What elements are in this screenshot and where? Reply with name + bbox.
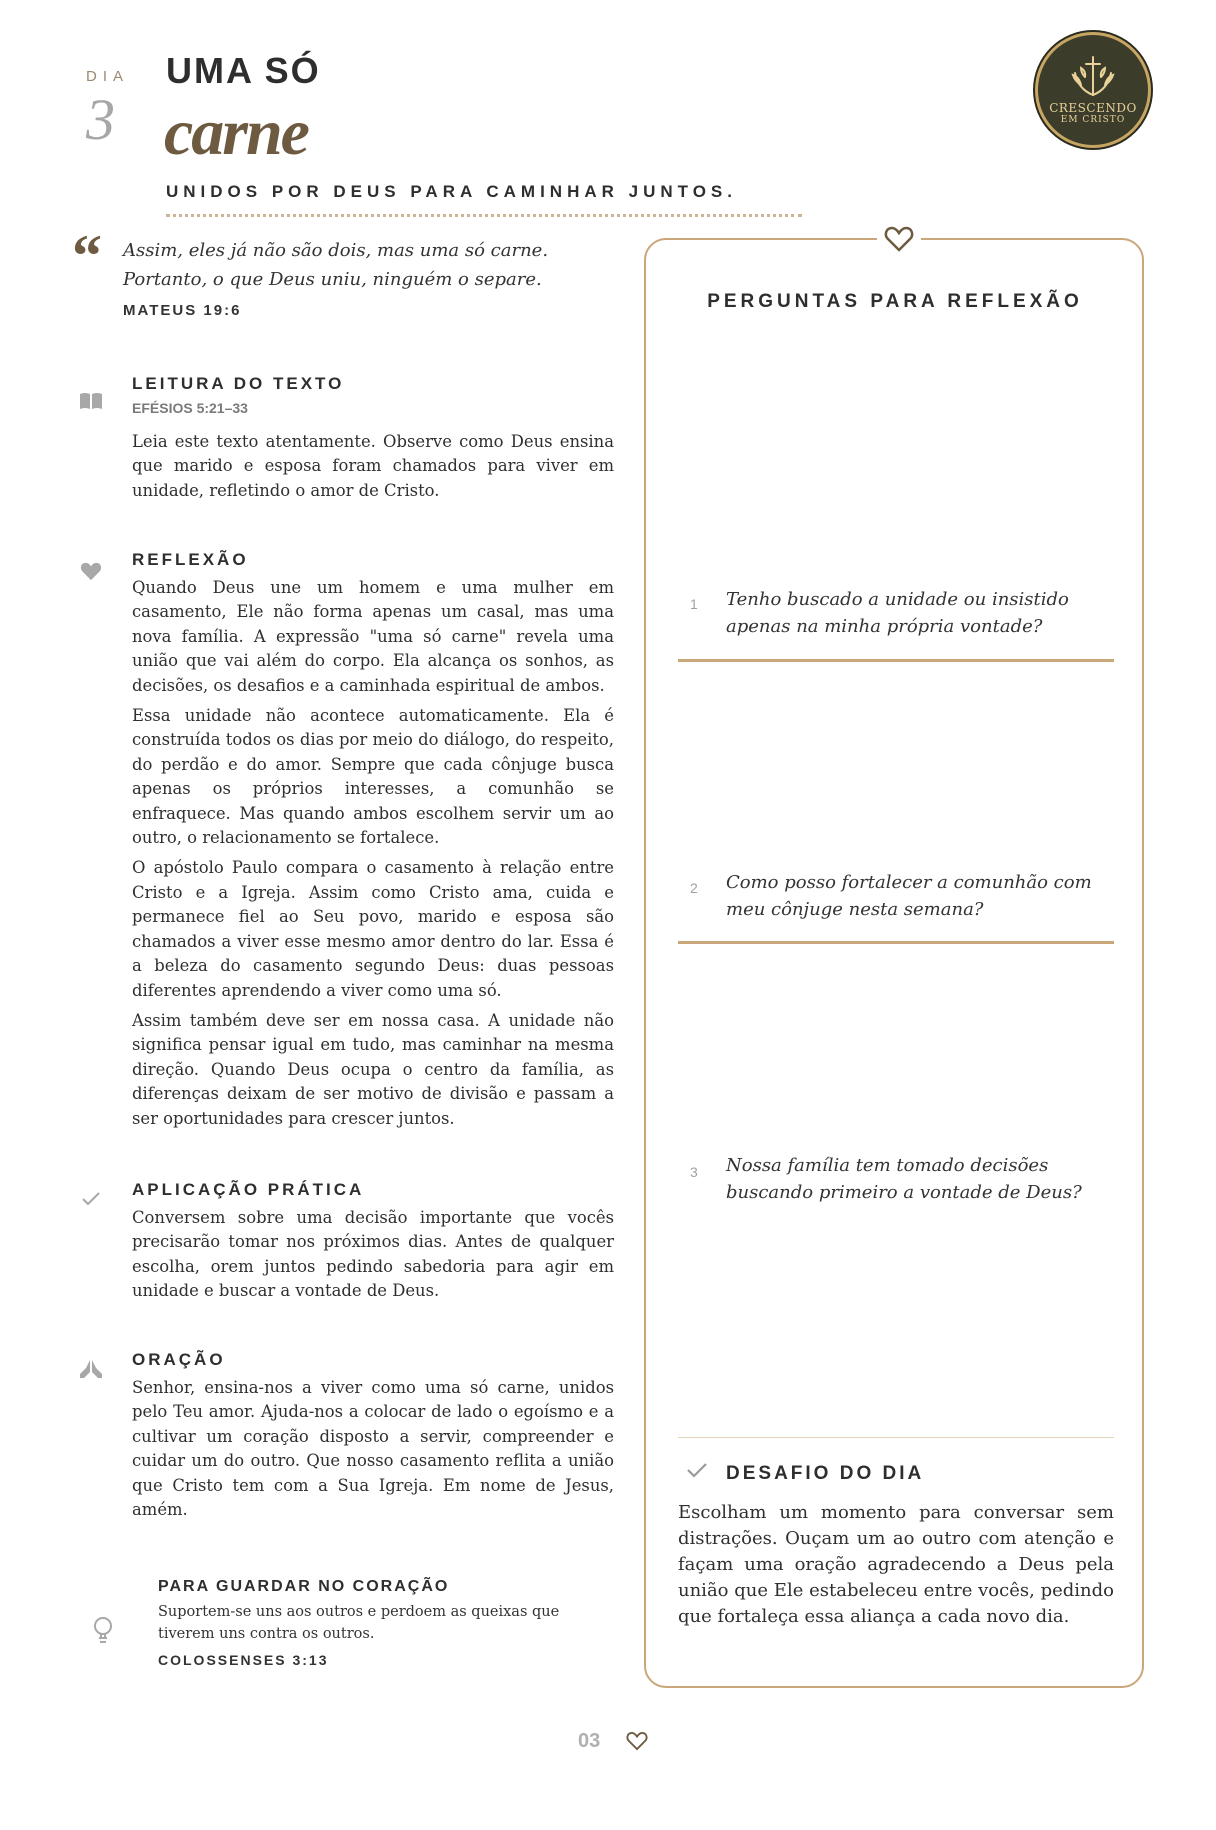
desafio-title: DESAFIO DO DIA bbox=[726, 1463, 925, 1484]
question-text: Nossa família tem tomado decisões buscando primeiro a vontade de Deus? bbox=[726, 1155, 1082, 1203]
logo-cross-icon bbox=[1067, 55, 1119, 99]
book-icon bbox=[78, 388, 104, 414]
page-title-script: carne bbox=[164, 96, 308, 169]
guardar-text: Suportem-se uns aos outros e perdoem as queixas que tiverem uns contra os outros. bbox=[158, 1604, 560, 1642]
quote-icon: “ bbox=[72, 223, 102, 289]
oracao-body: Senhor, ensina-nos a viver como uma só carne, unidos pelo Teu amor. Ajuda-nos a colocar de lado o egoísmo e a cultivar um coração disposto a servir, compreender e cuidar um do outro. Que nosso casamento reflita a união que Cristo tem com a Sua Igreja. Em nome de Jesus, amém. bbox=[132, 1378, 614, 1520]
reflexao-paragraph: Quando Deus une um homem e uma mulher em casamento, Ele não forma apenas um casal, mas uma nova família. A expressão "uma só carne" revela uma união que vai além do corpo. Ela alcança os sonhos, as decisões, os desafios e a caminhada espiritual de ambos. bbox=[132, 578, 614, 695]
leitura-body: Leia este texto atentamente. Observe como Deus ensina que marido e esposa foram chamados para viver em unidade, refletindo o amor de Cristo. bbox=[132, 432, 614, 500]
quote-reference: MATEUS 19:6 bbox=[123, 302, 242, 319]
aplicacao-title: APLICAÇÃO PRÁTICA bbox=[132, 1180, 365, 1199]
answer-line[interactable] bbox=[678, 659, 1114, 662]
question-text: Como posso fortalecer a comunhão com meu cônjuge nesta semana? bbox=[726, 872, 1092, 920]
logo-text-line2: EM CRISTO bbox=[1060, 115, 1126, 125]
desafio-divider bbox=[678, 1437, 1114, 1438]
title-divider bbox=[166, 214, 802, 217]
check-icon bbox=[686, 1460, 708, 1485]
guardar-title: PARA GUARDAR NO CORAÇÃO bbox=[158, 1578, 450, 1595]
reflexao-title: REFLEXÃO bbox=[132, 550, 249, 569]
question-text: Tenho buscado a unidade ou insistido apenas na minha própria vontade? bbox=[726, 589, 1069, 637]
page-title: UMA SÓ bbox=[166, 50, 321, 91]
lightbulb-icon bbox=[90, 1617, 116, 1643]
page-subtitle: UNIDOS POR DEUS PARA CAMINHAR JUNTOS. bbox=[166, 182, 737, 201]
heart-icon bbox=[78, 558, 104, 584]
oracao-title: ORAÇÃO bbox=[132, 1350, 226, 1369]
praying-hands-icon bbox=[78, 1356, 104, 1382]
heart-outline-icon bbox=[626, 1731, 648, 1755]
perguntas-title: PERGUNTAS PARA REFLEXÃO bbox=[707, 291, 1083, 312]
day-label: DIA bbox=[86, 68, 130, 85]
check-icon bbox=[78, 1186, 104, 1212]
question-number: 1 bbox=[690, 596, 698, 612]
question-number: 3 bbox=[690, 1164, 698, 1180]
reflexao-paragraph: Assim também deve ser em nossa casa. A unidade não significa pensar igual em tudo, mas caminhar na mesma direção. Quando Deus ocupa o centro da família, as diferenças deixam de ser motivo de divisão e passam a ser oportunidades para crescer juntos. bbox=[132, 1010, 614, 1128]
answer-line[interactable] bbox=[678, 941, 1114, 944]
page-number: 03 bbox=[578, 1730, 601, 1752]
reflexao-paragraph: Essa unidade não acontece automaticamente. Ela é construída todos os dias por meio do diálogo, do respeito, do perdão e do amor. Sempre que cada cônjuge busca apenas os próprios interesses, a comunhão se enfraquece. Mas quando ambos escolhem servir um ao outro, o relacionamento se fortalece. bbox=[132, 706, 614, 848]
heart-outline-icon bbox=[877, 222, 921, 256]
guardar-reference: COLOSSENSES 3:13 bbox=[158, 1652, 329, 1668]
reflexao-paragraph: O apóstolo Paulo compara o casamento à relação entre Cristo e a Igreja. Assim como Cristo ama, cuida e permanece fiel ao Seu povo, marido e esposa são chamados a viver esse mesmo amor dentro do lar. Essa é a beleza do casamento segundo Deus: duas pessoas diferentes aprendendo a viver como uma só. bbox=[132, 858, 614, 1000]
question-number: 2 bbox=[690, 880, 698, 896]
reflexao-body bbox=[132, 576, 614, 1137]
leitura-reference: EFÉSIOS 5:21–33 bbox=[132, 400, 248, 416]
day-number: 3 bbox=[86, 87, 115, 152]
leitura-title: LEITURA DO TEXTO bbox=[132, 374, 345, 393]
logo-text-line1: CRESCENDO bbox=[1049, 101, 1137, 115]
desafio-text: Escolham um momento para conversar sem distrações. Ouçam um ao outro com atenção e façam uma oração agradecendo a Deus pela união que Ele estabeleceu entre vocês, pedindo que fortaleça essa aliança a cada novo dia. bbox=[678, 1502, 1114, 1627]
aplicacao-body: Conversem sobre uma decisão importante que vocês precisarão tomar nos próximos dias. Antes de qualquer escolha, orem juntos pedindo sabedoria para agir em unidade e buscar a vontade de Deus. bbox=[132, 1208, 614, 1301]
logo bbox=[1035, 32, 1151, 148]
quote-text: Assim, eles já não são dois, mas uma só carne. Portanto, o que Deus uniu, ninguém o separe. bbox=[123, 240, 549, 290]
